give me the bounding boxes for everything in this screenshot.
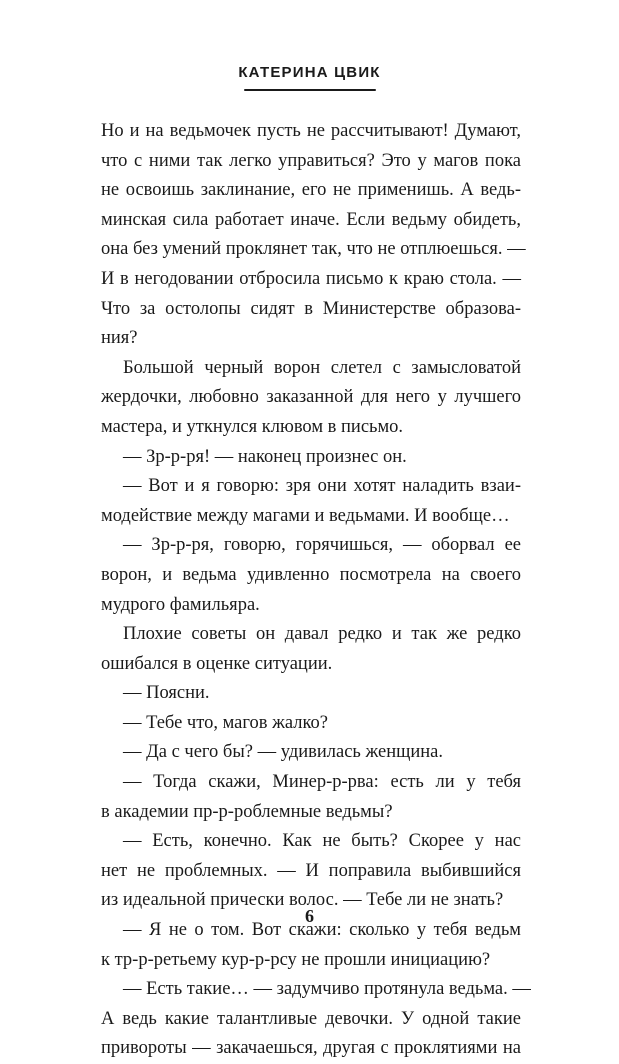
text-line: — Есть такие… — задумчиво протянула ведьма. — xyxy=(123,979,531,1000)
text-line: — Зр-р-ря! — наконец произнес он. xyxy=(123,446,407,467)
text-line: Но и на ведьмочек пусть не рассчитывают! Думают, xyxy=(101,121,521,141)
text-line: мудрого фамильяра. xyxy=(101,594,260,615)
text-line: она без умений проклянет так, что не отплюешься. — xyxy=(101,239,526,260)
author-name: КАТЕРИНА ЦВИК xyxy=(238,64,381,81)
text-line: ворон, и ведьма удивленно посмотрела на своего xyxy=(101,564,521,585)
text-line: привороты — закачаешься, другая с проклятиями на xyxy=(101,1038,521,1059)
text-line: Большой черный ворон слетел с замысловатой xyxy=(123,357,521,378)
text-line: — Да с чего бы? — удивилась женщина. xyxy=(123,742,444,763)
text-line: мастера, и уткнулся клювом в письмо. xyxy=(101,416,404,437)
text-line: — Тебе что, магов жалко? xyxy=(123,712,329,733)
text-line: И в негодовании отбросила письмо к краю стола. — xyxy=(101,268,521,289)
text-line: из идеальной прически волос. — Тебе ли не знать? xyxy=(101,890,504,911)
text-line: — Поясни. xyxy=(123,683,210,704)
text-line: не освоишь заклинание, его не применишь. А ведь- xyxy=(101,180,521,201)
text-line: минская сила работает иначе. Если ведьму обидеть, xyxy=(101,209,521,230)
text-line: нет не проблемных. — И поправила выбившийся xyxy=(101,860,521,881)
page-number: 6 xyxy=(305,906,314,926)
text-line: ошибался в оценке ситуации. xyxy=(101,653,333,674)
text-line: жердочки, любовно заказанной для него у лучшего xyxy=(101,387,521,408)
text-line: что с ними так легко управиться? Это у магов пока xyxy=(101,150,521,171)
text-line: — Вот и я говорю: зря они хотят наладить взаи- xyxy=(123,476,521,497)
text-line: — Зр-р-ря, говорю, горячишься, — оборвал ее xyxy=(123,535,521,556)
header-rule xyxy=(244,89,376,91)
text-line: в академии пр-р-роблемные ведьмы? xyxy=(101,801,393,822)
text-line: Что за остолопы сидят в Министерстве образова- xyxy=(101,298,521,319)
text-line: Плохие советы он давал редко и так же редко xyxy=(123,624,521,645)
text-line: ния? xyxy=(101,328,138,349)
text-line: — Тогда скажи, Минер-р-рва: есть ли у тебя xyxy=(123,772,521,793)
text-line: — Есть, конечно. Как не быть? Скорее у нас xyxy=(123,831,521,852)
text-line: А ведь какие талантливые девочки. У одной такие xyxy=(101,1008,521,1029)
running-head xyxy=(0,64,619,82)
text-line: к тр-р-ретьему кур-р-рсу не прошли инициацию? xyxy=(101,949,491,970)
text-line: модействие между магами и ведьмами. И вообще… xyxy=(101,505,510,526)
text-line: — Я не о том. Вот скажи: сколько у тебя ведьм xyxy=(123,920,521,941)
